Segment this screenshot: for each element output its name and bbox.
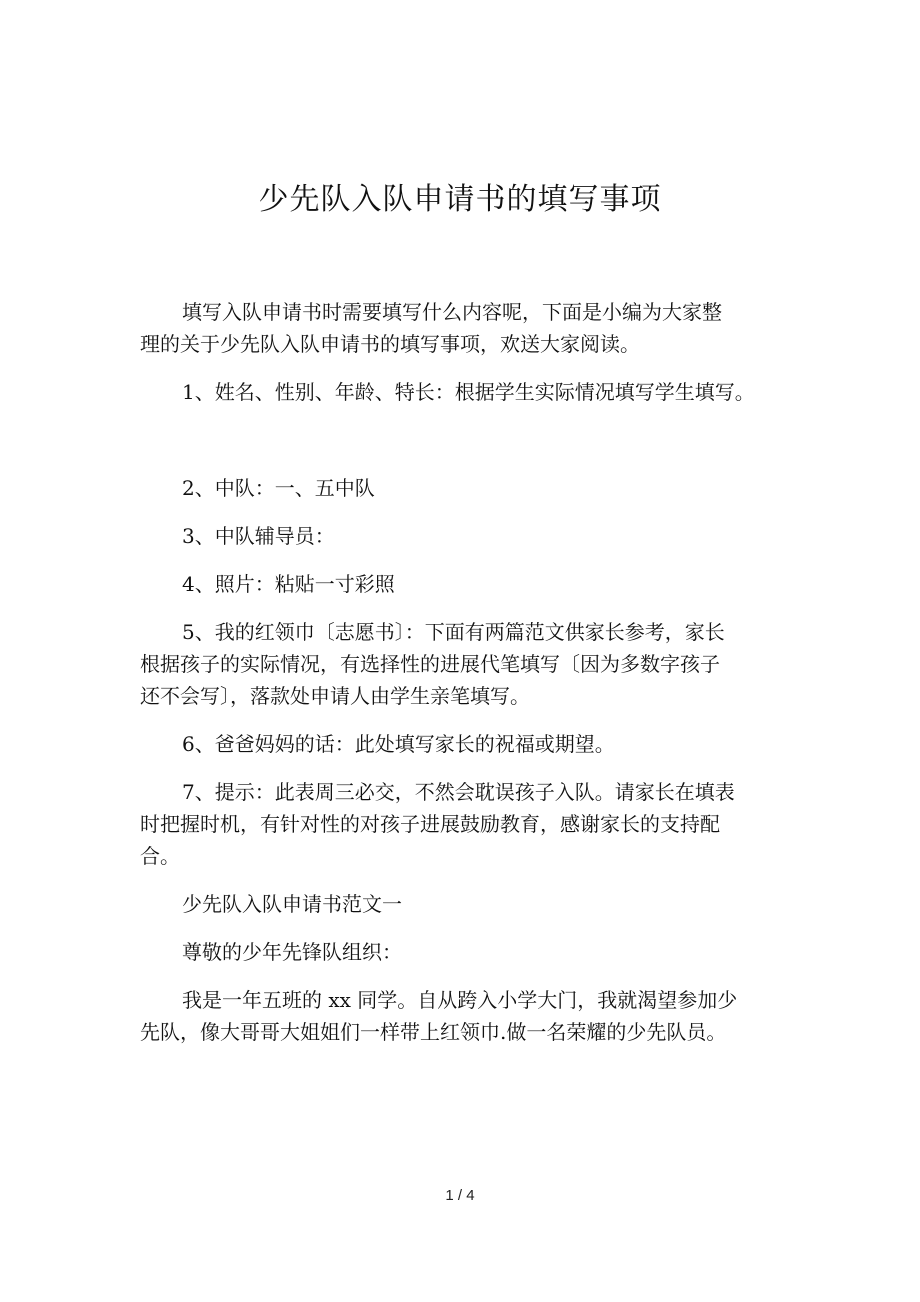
text-line: 3、中队辅导员： [182,524,335,548]
item-5-paragraph [140,616,800,712]
text-line: 还不会写〕，落款处申请人由学生亲笔填写。 [140,684,530,708]
salutation [140,936,800,968]
item-3-paragraph [140,520,800,552]
text-line: 我是一年五班的 xx 同学。自从跨入小学大门，我就渴望参加少 [182,988,738,1012]
text-line: 填写入队申请书时需要填写什么内容呢，下面是小编为大家整 [182,300,722,324]
item-4-paragraph [140,568,800,600]
blank-gap [140,424,800,472]
text-line: 合。 [140,844,180,868]
text-line: 5、我的红领巾〔志愿书〕：下面有两篇范文供家长参考，家长 [182,620,725,644]
text-line: 根据孩子的实际情况，有选择性的进展代笔填写〔因为多数字孩子 [140,652,720,676]
item-1-paragraph [140,376,800,408]
text-line: 理的关于少先队入队申请书的填写事项，欢送大家阅读。 [140,332,640,356]
text-line: 2、中队：一、五中队 [182,476,375,500]
text-line: 尊敬的少年先锋队组织： [182,940,402,964]
item-6-paragraph [140,728,800,760]
text-line: 先队，像大哥哥大姐姐们一样带上红领巾.做一名荣耀的少先队员。 [140,1020,727,1044]
page-number: 1 / 4 [445,1187,475,1204]
sample-heading [140,888,800,920]
item-7-paragraph [140,776,800,872]
text-line: 少先队入队申请书范文一 [182,892,402,916]
document-title: 少先队入队申请书的填写事项 [258,182,662,217]
text-line: 6、爸爸妈妈的话：此处填写家长的祝福或期望。 [182,732,615,756]
text-line: 7、提示：此表周三必交，不然会耽误孩子入队。请家长在填表 [182,780,735,804]
document-body [140,296,800,1064]
letter-body-paragraph [140,984,800,1048]
item-2-paragraph [140,472,800,504]
intro-paragraph [140,296,800,360]
text-line: 1、姓名、性别、年龄、特长：根据学生实际情况填写学生填写。 [182,380,755,404]
text-line: 4、照片：粘贴一寸彩照 [182,572,395,596]
text-line: 时把握时机，有针对性的对孩子进展鼓励教育，感谢家长的支持配 [140,812,720,836]
